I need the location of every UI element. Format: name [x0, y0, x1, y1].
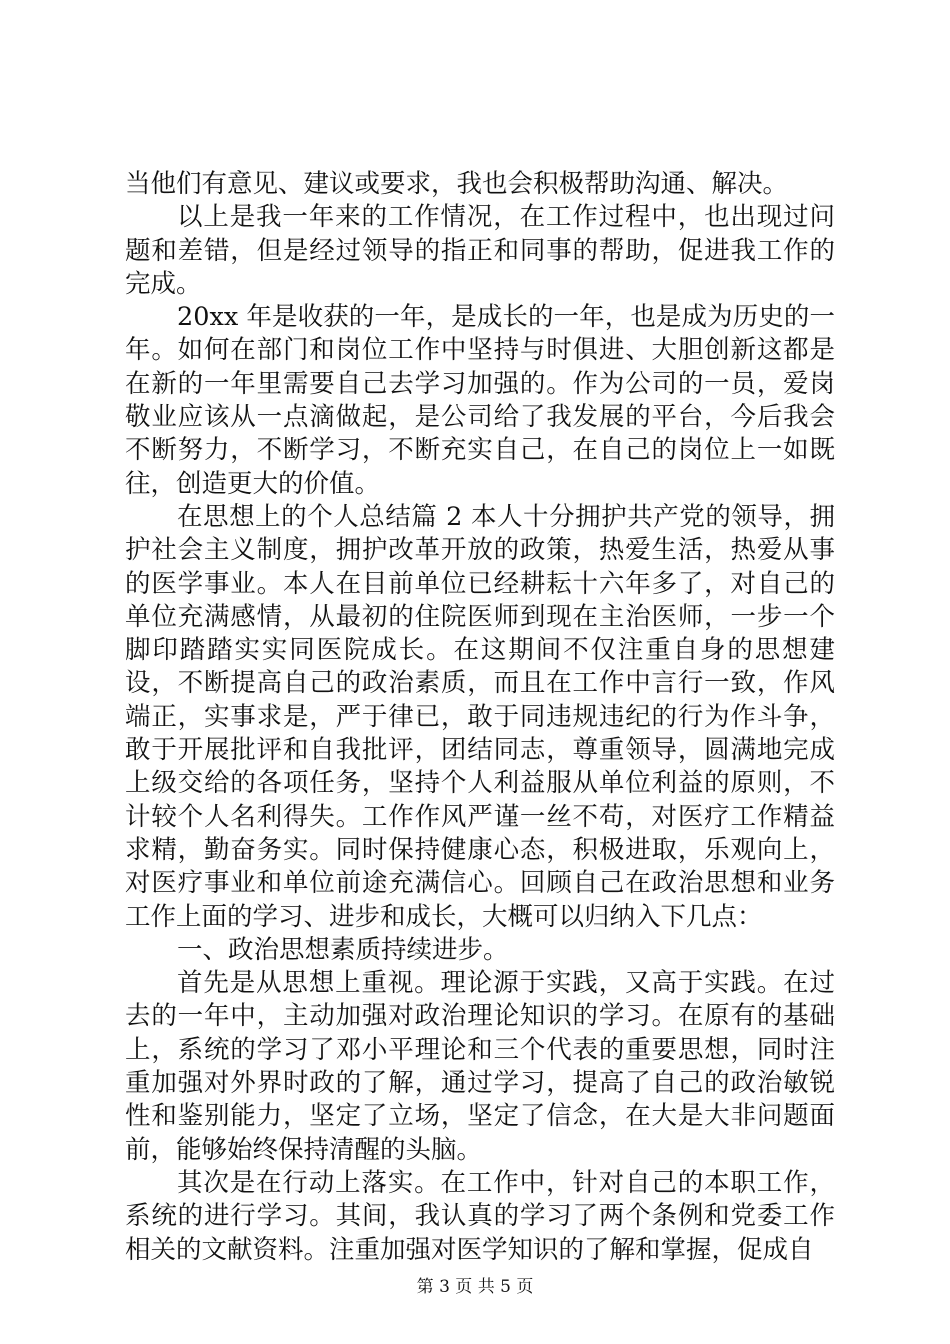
section-heading-1: 一、政治思想素质持续进步。 [177, 934, 509, 965]
paragraph-6: 其次是在行动上落实。在工作中，针对自己的本职工作，系统的进行学习。其间，我认真的学习了两个条例和党委工作相关的文献资料。注重加强对医学知识的了解和掌握，促成自 [125, 1167, 835, 1265]
paragraph-4: 在思想上的个人总结篇 2 本人十分拥护共产党的领导，拥护社会主义制度，拥护改革开放的政策，热爱生活，热爱从事的医学事业。本人在目前单位已经耕耘十六年多了，对自己的单位充满感情，从最初的住院医师到现在主治医师，一步一个脚印踏踏实实同医院成长。在这期间不仅注重自身的思想建设，不断提高自己的政治素质，而且在工作中言行一致，作风端正，实事求是，严于律已，敢于同违规违纪的行为作斗争，敢于开展批评和自我批评，团结同志，尊重领导，圆满地完成上级交给的各项任务，坚持个人利益服从单位利益的原则，不计较个人名利得失。工作作风严谨一丝不苟，对医疗工作精益求精，勤奋务实。同时保持健康心态，积极进取，乐观向上，对医疗事业和单位前途充满信心。回顾自己在政治思想和业务工作上面的学习、进步和成长，大概可以归纳入下几点： [125, 501, 835, 932]
paragraph-5: 首先是从思想上重视。理论源于实践，又高于实践。在过去的一年中，主动加强对政治理论知识的学习。在原有的基础上，系统的学习了邓小平理论和三个代表的重要思想，同时注重加强对外界时政的了解，通过学习，提高了自己的政治敏锐性和鉴别能力，坚定了立场，坚定了信念，在大是大非问题面前，能够始终保持清醒的头脑。 [125, 968, 835, 1165]
page-footer: 第 3 页 共 5 页 [416, 1277, 534, 1297]
document-body [125, 168, 835, 1267]
paragraph-1: 当他们有意见、建议或要求，我也会积极帮助沟通、解决。 [125, 169, 789, 199]
paragraph-3: 20xx 年是收获的一年，是成长的一年，也是成为历史的一年。如何在部门和岗位工作中坚持与时俱进、大胆创新这都是在新的一年里需要自己去学习加强的。作为公司的一员，爱岗敬业应该从一点滴做起，是公司给了我发展的平台，今后我会不断努力，不断学习，不断充实自己，在自己的岗位上一如既往，创造更大的价值。 [125, 302, 835, 499]
paragraph-2: 以上是我一年来的工作情况，在工作过程中，也出现过问题和差错，但是经过领导的指正和同事的帮助，促进我工作的完成。 [125, 202, 835, 299]
